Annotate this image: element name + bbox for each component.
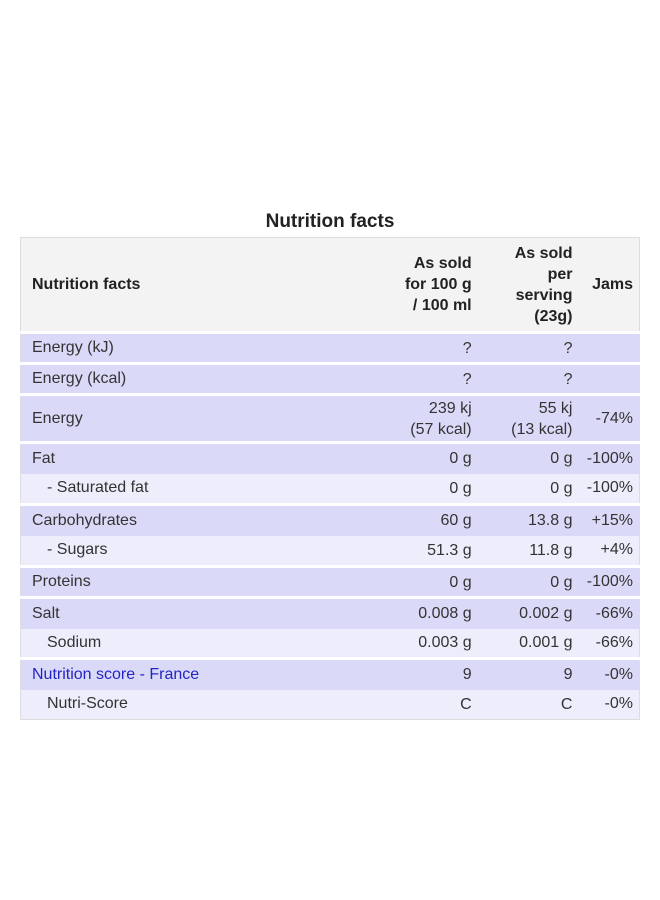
row-per-serving: 11.8 g <box>480 536 581 567</box>
table-row-nutrition-score <box>21 659 640 690</box>
row-label: Sodium <box>21 629 390 659</box>
table-row-sugars <box>21 536 640 567</box>
nutrition-table-container <box>20 237 640 720</box>
row-label: Salt <box>21 598 390 629</box>
row-compare: -66% <box>580 598 639 629</box>
row-compare: +4% <box>580 536 639 567</box>
row-per-100g: 51.3 g <box>390 536 480 567</box>
row-per-serving: 0 g <box>480 567 581 598</box>
row-per-100g: 0 g <box>390 567 480 598</box>
row-per-100g: C <box>390 690 480 720</box>
table-row-saturated-fat <box>21 474 640 505</box>
table-row-nutri-score <box>21 690 640 720</box>
table-row-carbohydrates <box>21 505 640 536</box>
row-per-serving: 0 g <box>480 474 581 505</box>
row-label: Proteins <box>21 567 390 598</box>
header-per-serving-line-4: (23g) <box>534 307 573 325</box>
row-compare: -0% <box>580 690 639 720</box>
header-per-100g-line-3: / 100 ml <box>412 297 472 314</box>
row-label: Fat <box>21 443 390 474</box>
header-per-serving-line-1: As sold <box>514 244 573 262</box>
row-per-100g: ? <box>390 364 480 395</box>
row-per-100g: 0.003 g <box>390 629 480 659</box>
table-header-row <box>21 238 640 333</box>
table-row-sodium <box>21 629 640 659</box>
table-row-energy-kj <box>21 333 640 364</box>
row-per-100g-line-1: 239 kj <box>428 399 472 417</box>
row-per-100g: 0.008 g <box>390 598 480 629</box>
row-label: Nutri-Score <box>21 690 390 720</box>
nutrition-facts-table <box>20 237 640 720</box>
row-per-serving: 0.002 g <box>480 598 581 629</box>
row-per-serving: 0 g <box>480 443 581 474</box>
row-per-serving-line-2: (13 kcal) <box>511 420 573 438</box>
row-per-serving: C <box>480 690 581 720</box>
row-label: Energy <box>21 395 390 443</box>
row-per-100g: 60 g <box>390 505 480 536</box>
table-row-proteins <box>21 567 640 598</box>
row-per-serving <box>480 395 581 443</box>
row-per-serving: 13.8 g <box>480 505 581 536</box>
row-per-serving: ? <box>480 364 581 395</box>
table-caption: Nutrition facts <box>265 211 395 232</box>
row-per-serving: 0.001 g <box>480 629 581 659</box>
row-per-serving-line-1: 55 kj <box>538 399 573 417</box>
row-per-100g <box>390 395 480 443</box>
row-label: Carbohydrates <box>21 505 390 536</box>
row-per-100g-line-2: (57 kcal) <box>410 420 472 438</box>
header-nutrient: Nutrition facts <box>21 238 390 333</box>
header-per-100g <box>390 238 480 333</box>
row-compare: +15% <box>580 505 639 536</box>
header-per-serving-line-3: serving <box>515 286 573 304</box>
row-compare: -100% <box>580 474 639 505</box>
row-compare <box>580 333 639 364</box>
header-per-100g-line-2: for 100 g <box>404 276 472 293</box>
row-compare <box>580 364 639 395</box>
row-label: Energy (kJ) <box>21 333 390 364</box>
row-label <box>21 659 390 690</box>
nutrition-score-link[interactable]: Nutrition score <box>32 665 136 683</box>
row-per-serving: ? <box>480 333 581 364</box>
table-row-energy <box>21 395 640 443</box>
header-compare-jams: Jams <box>580 238 639 333</box>
table-row-fat <box>21 443 640 474</box>
header-per-100g-line-1: As sold <box>413 255 472 272</box>
row-compare: -100% <box>580 567 639 598</box>
table-row-energy-kcal <box>21 364 640 395</box>
row-per-100g: 9 <box>390 659 480 690</box>
table-row-salt <box>21 598 640 629</box>
row-per-100g: 0 g <box>390 474 480 505</box>
nutrition-score-suffix: - France <box>135 665 200 683</box>
row-per-100g: 0 g <box>390 443 480 474</box>
row-compare: -74% <box>580 395 639 443</box>
header-per-serving-line-2: per <box>547 265 573 283</box>
row-label: - Sugars <box>21 536 390 567</box>
header-per-serving <box>480 238 581 333</box>
row-label: - Saturated fat <box>21 474 390 505</box>
row-compare: -100% <box>580 443 639 474</box>
row-label: Energy (kcal) <box>21 364 390 395</box>
row-per-100g: ? <box>390 333 480 364</box>
row-compare: -0% <box>580 659 639 690</box>
row-per-serving: 9 <box>480 659 581 690</box>
row-compare: -66% <box>580 629 639 659</box>
